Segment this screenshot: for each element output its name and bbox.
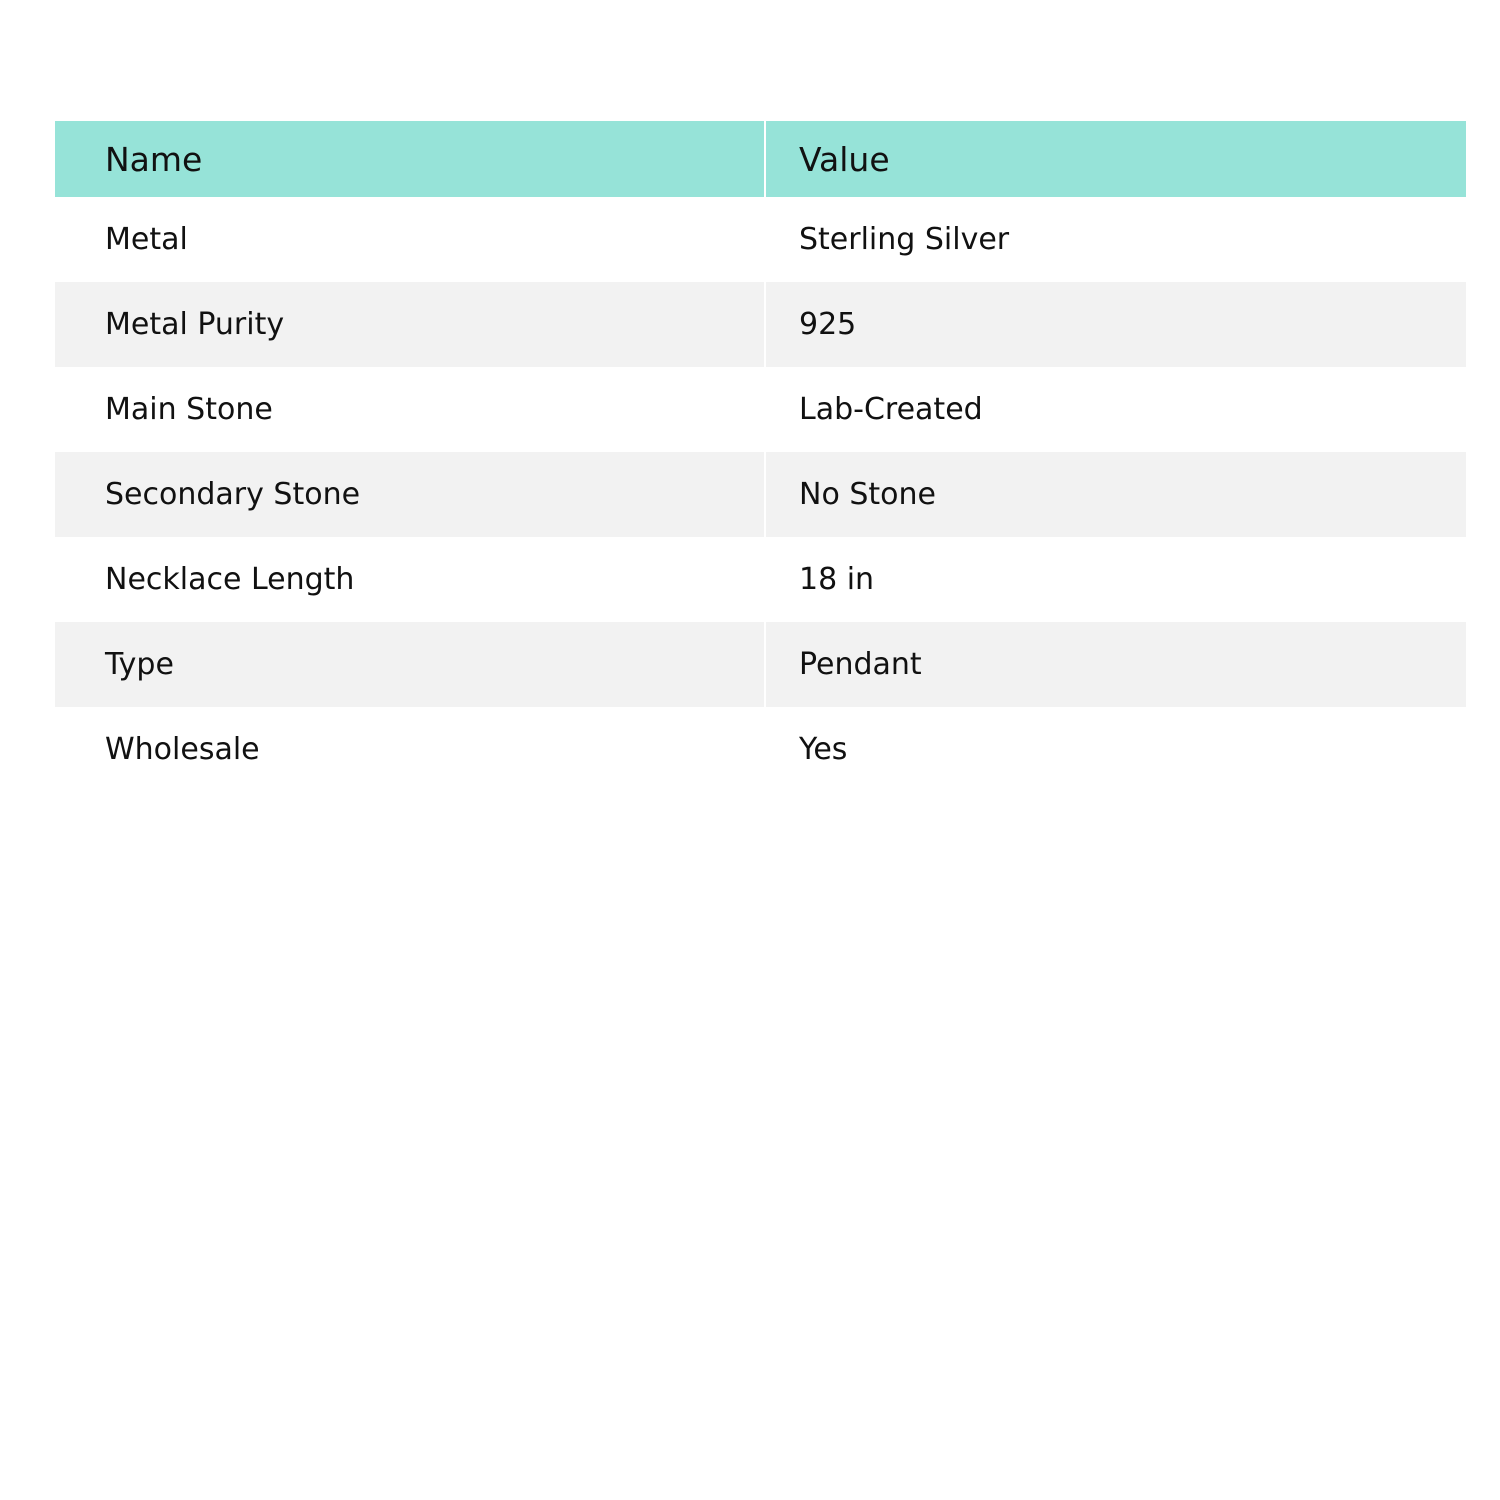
row-name: Secondary Stone [55, 452, 766, 537]
row-value: 18 in [799, 562, 875, 597]
table-row [55, 197, 1466, 282]
table-header-row [55, 121, 1466, 197]
header-name: Name [55, 121, 766, 197]
row-value: Pendant [799, 647, 922, 682]
row-value: Yes [799, 732, 848, 767]
row-value: 925 [799, 307, 857, 342]
row-name: Wholesale [55, 707, 766, 792]
row-name: Metal [55, 197, 766, 282]
table-row [55, 452, 1466, 537]
table-row [55, 707, 1466, 792]
header-value: Value [799, 139, 890, 179]
table-row [55, 622, 1466, 707]
row-name: Main Stone [55, 367, 766, 452]
row-name: Necklace Length [55, 537, 766, 622]
table-row [55, 367, 1466, 452]
table-row [55, 537, 1466, 622]
row-value: Sterling Silver [799, 222, 1010, 257]
row-name: Type [55, 622, 766, 707]
row-value: Lab-Created [799, 392, 983, 427]
row-value: No Stone [799, 477, 936, 512]
spec-table [55, 121, 1466, 792]
table-row [55, 282, 1466, 367]
row-name: Metal Purity [55, 282, 766, 367]
